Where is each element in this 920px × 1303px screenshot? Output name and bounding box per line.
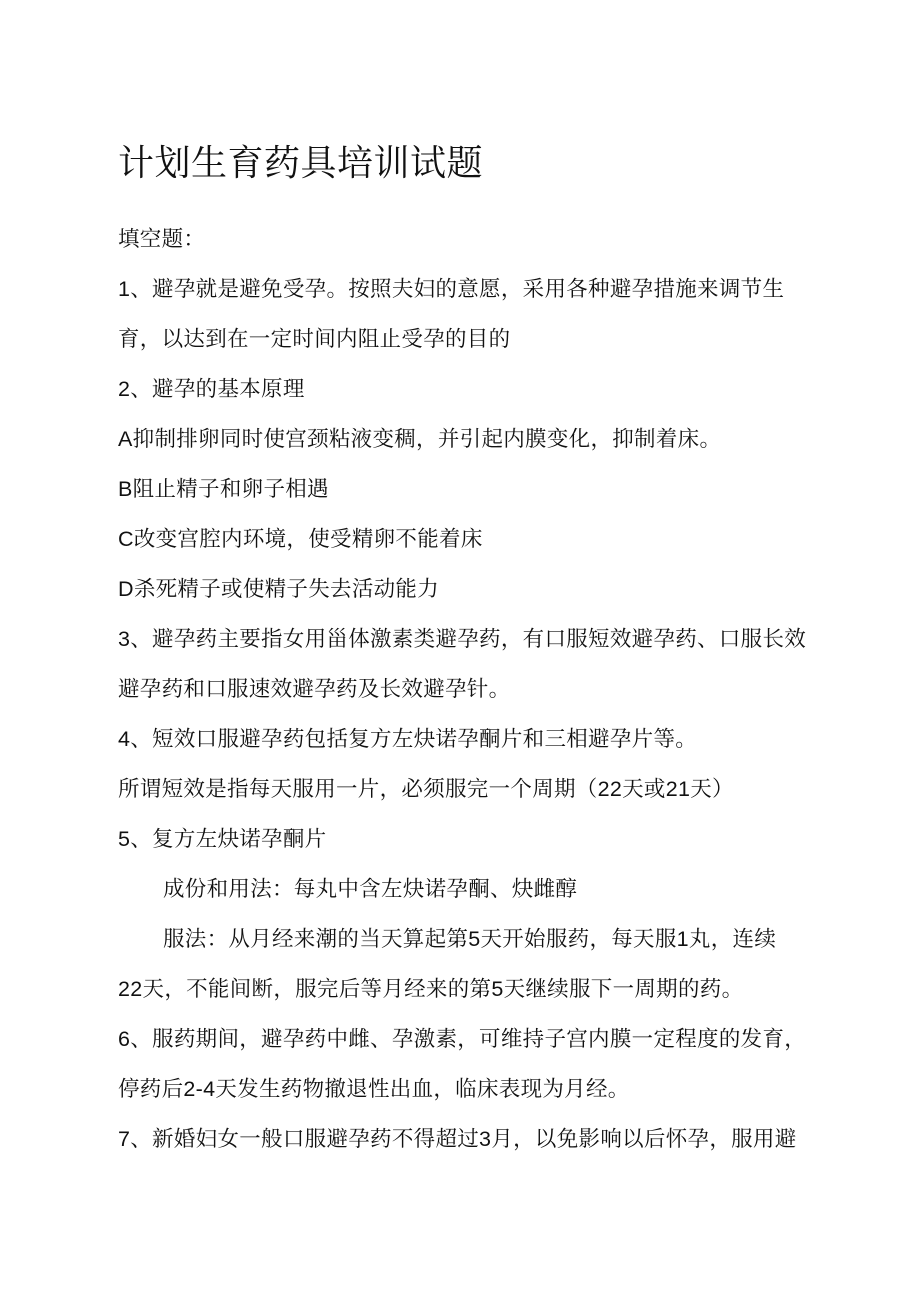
text-line: 停药后2-4天发生药物撤退性出血，临床表现为月经。 xyxy=(118,1077,630,1101)
text-line: B阻止精子和卵子相遇 xyxy=(118,477,329,501)
text-line: 避孕药和口服速效避孕药及长效避孕针。 xyxy=(118,677,511,701)
text-line: A抑制排卵同时使宫颈粘液变稠，并引起内膜变化，抑制着床。 xyxy=(118,427,722,451)
document-title: 计划生育药具培训试题 xyxy=(118,143,484,183)
document-body xyxy=(118,214,818,1164)
text-line: C改变宫腔内环境，使受精卵不能着床 xyxy=(118,527,483,551)
text-line: 4、短效口服避孕药包括复方左炔诺孕酮片和三相避孕片等。 xyxy=(118,727,698,751)
text-line: 7、新婚妇女一般口服避孕药不得超过3月，以免影响以后怀孕，服用避 xyxy=(118,1127,797,1151)
text-line: 22天，不能间断，服完后等月经来的第5天继续服下一周期的药。 xyxy=(118,977,744,1001)
text-line: 所谓短效是指每天服用一片，必须服完一个周期（22天或21天） xyxy=(118,777,734,801)
text-line: 2、避孕的基本原理 xyxy=(118,377,305,401)
text-line: 6、服药期间，避孕药中雌、孕激素，可维持子宫内膜一定程度的发育， xyxy=(118,1027,807,1051)
text-line: 成份和用法：每丸中含左炔诺孕酮、炔雌醇 xyxy=(163,877,578,901)
text-line: 填空题： xyxy=(118,227,206,251)
text-line: 1、避孕就是避免受孕。按照夫妇的意愿，采用各种避孕措施来调节生 xyxy=(118,277,785,301)
text-line: 育，以达到在一定时间内阻止受孕的目的 xyxy=(118,327,511,351)
text-line: 3、避孕药主要指女用甾体激素类避孕药，有口服短效避孕药、口服长效 xyxy=(118,627,807,651)
text-line: 服法：从月经来潮的当天算起第5天开始服药，每天服1丸，连续 xyxy=(163,927,777,951)
text-line: 5、复方左炔诺孕酮片 xyxy=(118,827,327,851)
text-line: D杀死精子或使精子失去活动能力 xyxy=(118,577,440,601)
